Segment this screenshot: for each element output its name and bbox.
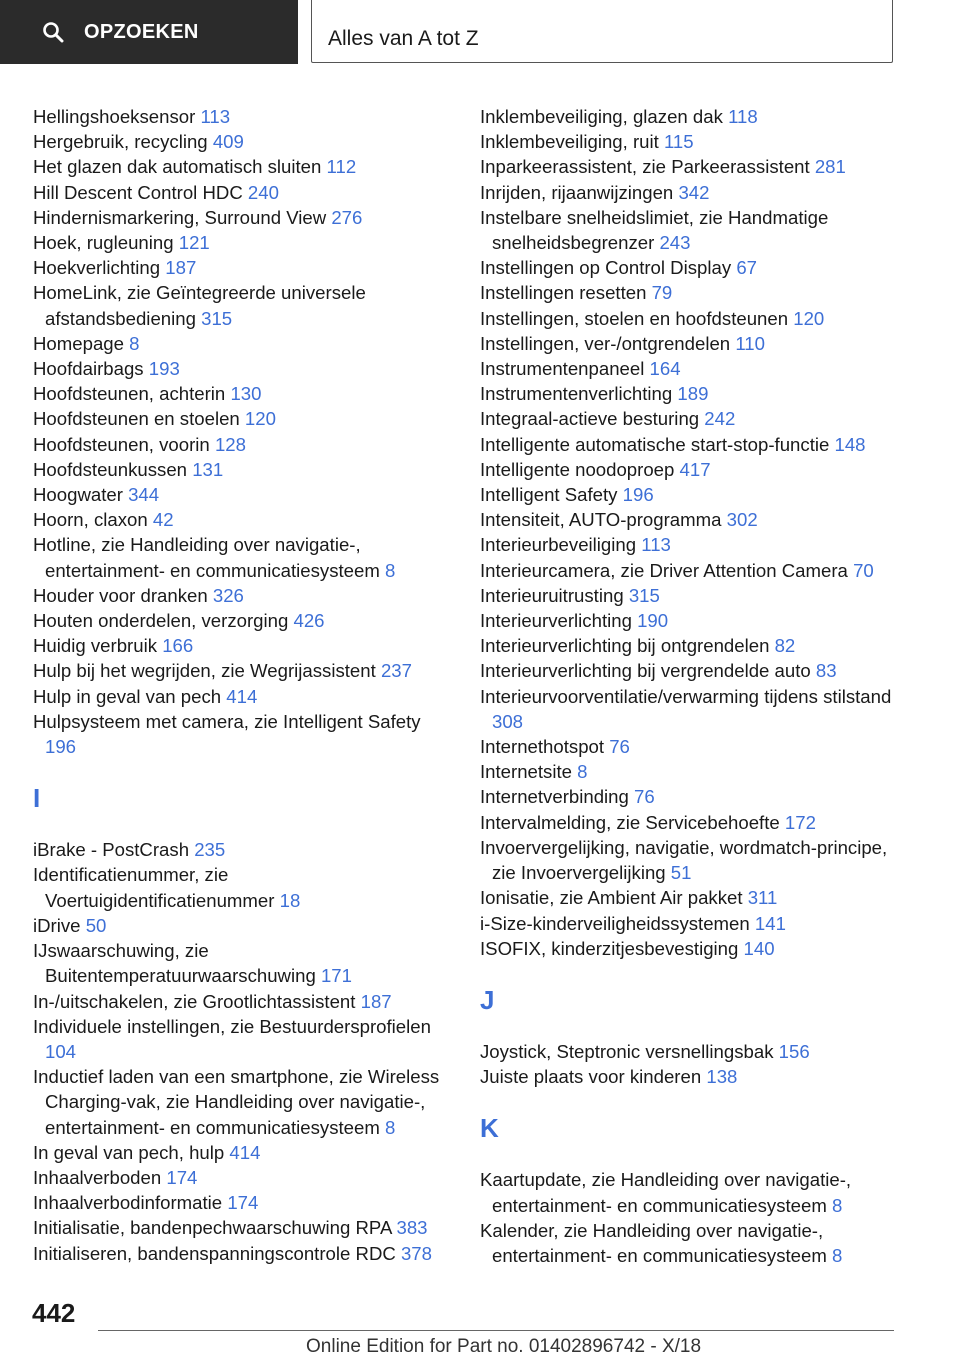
page-header <box>0 0 960 66</box>
footer-edition: Online Edition for Part no. 01402896742 - X/18 <box>306 1336 702 1357</box>
index-entry <box>480 154 900 179</box>
index-entry <box>480 532 900 557</box>
index-entry <box>33 532 453 582</box>
index-entry-text: Hoekverlichting <box>33 257 166 279</box>
index-entry-text: Inklembeveiliging, ruit <box>480 131 664 153</box>
index-column-left <box>33 104 453 1266</box>
index-entry <box>480 432 900 457</box>
index-entry-text: Het glazen dak automatisch sluiten <box>33 156 327 178</box>
index-entry <box>33 180 453 205</box>
index-entry-text: Juiste plaats voor kinderen <box>480 1066 707 1088</box>
index-entry <box>33 913 453 938</box>
page-link[interactable]: 8 <box>385 1116 396 1138</box>
index-entry <box>33 583 453 608</box>
page-link[interactable]: 118 <box>728 106 758 127</box>
page-link[interactable]: 187 <box>165 257 197 279</box>
index-entry <box>33 205 453 230</box>
page-link[interactable]: 174 <box>166 1166 198 1188</box>
page-link[interactable]: 243 <box>659 232 691 254</box>
index-entry <box>480 1218 900 1268</box>
index-entry-text: Hill Descent Control HDC <box>33 181 248 203</box>
page-link[interactable]: 189 <box>677 383 709 405</box>
page-link[interactable]: 113 <box>641 534 671 556</box>
index-entry-text: Instelbare snelheidslimiet, zie Handmatige snelheidsbegrenzer <box>480 206 829 254</box>
index-entry <box>33 608 453 633</box>
index-entry <box>33 356 453 381</box>
page-link[interactable]: 131 <box>192 458 224 480</box>
index-entry-text: Hoofdsteunen, voorin <box>33 433 215 455</box>
index-entry <box>480 255 900 280</box>
index-entry <box>480 129 900 154</box>
index-entry-text: In geval van pech, hulp <box>33 1141 230 1163</box>
page-link[interactable]: 50 <box>85 914 107 936</box>
index-entry <box>33 507 453 532</box>
index-entry <box>480 331 900 356</box>
index-entry-text: Interieurvoorventilatie/verwarming tijdens stilstand <box>480 685 892 707</box>
index-entry-text: Houten onderdelen, verzorging <box>33 610 294 632</box>
index-entry-text: Interieurverlichting <box>480 610 638 632</box>
index-entry-text: Intelligente automatische start-stop-functie <box>480 433 835 455</box>
page-link[interactable]: 8 <box>832 1244 843 1266</box>
page-link[interactable]: 70 <box>853 559 874 581</box>
index-entry-text: Interieuruitrusting <box>480 584 629 606</box>
index-entry-text: Internetverbinding <box>480 786 635 808</box>
index-entry-text: Hoofdairbags <box>33 358 149 380</box>
page-link[interactable]: 326 <box>212 584 244 606</box>
page-link[interactable]: 110 <box>735 332 765 354</box>
page-link[interactable]: 190 <box>637 610 669 632</box>
index-entry <box>33 154 453 179</box>
page-link[interactable]: 76 <box>609 736 630 758</box>
page-link[interactable]: 409 <box>212 131 244 153</box>
index-entry-text: In-/uitschakelen, zie Grootlichtassistent <box>33 990 361 1012</box>
index-entry <box>33 1014 453 1064</box>
index-entry <box>480 1039 900 1064</box>
index-entry <box>480 1167 900 1217</box>
page-link[interactable]: 8 <box>385 559 396 581</box>
index-letter-heading: J <box>480 984 495 1015</box>
index-entry <box>33 129 453 154</box>
index-entry <box>480 684 900 734</box>
page-link[interactable]: 82 <box>774 635 796 657</box>
index-entry <box>33 230 453 255</box>
page-number: 442 <box>32 1298 76 1328</box>
page-link[interactable]: 138 <box>706 1066 738 1088</box>
index-entry-text: Intensiteit, AUTO-programma <box>480 509 727 531</box>
index-entry <box>480 734 900 759</box>
index-entry-text: Identificatienummer, zie Voertuigidentificatienummer <box>33 864 280 911</box>
search-label: OPZOEKEN <box>84 20 199 43</box>
page-link[interactable]: 171 <box>320 965 352 987</box>
page-link[interactable]: 18 <box>279 889 301 911</box>
index-entry <box>480 759 900 784</box>
index-entry-text: Internetsite <box>480 761 578 783</box>
index-entry-text: Hoofdsteunen en stoelen <box>33 408 245 430</box>
page-link[interactable]: 235 <box>194 839 226 861</box>
index-entry <box>480 784 900 809</box>
index-entry <box>480 608 900 633</box>
index-entry <box>480 507 900 532</box>
index-entry-text: Interieurcamera, zie Driver Attention Camera <box>480 559 854 581</box>
page-link[interactable]: 148 <box>834 433 866 455</box>
index-entry-text: Inhaalverbodinformatie <box>33 1192 228 1214</box>
page-link[interactable]: 8 <box>832 1194 843 1216</box>
page-link[interactable]: 115 <box>663 131 694 153</box>
index-entry <box>480 180 900 205</box>
index-entry-text: Kaartupdate, zie Handleiding over navigatie-, entertainment- en communicatiesysteem <box>480 1169 852 1216</box>
index-entry <box>33 255 453 280</box>
index-entry-text: Integraal-actieve besturing <box>480 408 705 430</box>
page-link[interactable]: 237 <box>380 660 412 682</box>
index-entry-text: Inrijden, rijaanwijzingen <box>480 181 679 203</box>
index-entry-text: ISOFIX, kinderzitjesbevestiging <box>480 937 744 959</box>
index-letter-heading: I <box>33 783 41 814</box>
index-entry-text: IJswaarschuwing, zie Buitentemperatuurwaarschuwing <box>33 940 321 987</box>
page-link[interactable]: 166 <box>162 635 194 657</box>
page-link[interactable]: 281 <box>814 156 846 178</box>
index-entry <box>33 331 453 356</box>
page-link[interactable]: 79 <box>651 282 673 304</box>
index-entry <box>33 938 453 988</box>
index-entry-text: Initialiseren, bandenspanningscontrole RDC <box>33 1242 401 1264</box>
index-entry-text: Kalender, zie Handleiding over navigatie-, entertainment- en communicatiesysteem <box>480 1219 832 1266</box>
page-link[interactable]: 112 <box>326 156 357 178</box>
page-link[interactable]: 120 <box>244 408 276 430</box>
index-entry-text: Hulp bij het wegrijden, zie Wegrijassistent <box>33 660 381 682</box>
index-entry-text: Ionisatie, zie Ambient Air pakket <box>480 887 748 909</box>
index-entry <box>480 633 900 658</box>
index-entry-text: Hulp in geval van pech <box>33 685 227 707</box>
page-link[interactable]: 414 <box>229 1141 261 1163</box>
index-entry <box>480 381 900 406</box>
index-entry <box>480 104 900 129</box>
page-link[interactable]: 344 <box>128 484 160 506</box>
index-entry <box>33 1215 453 1240</box>
index-entry <box>33 658 453 683</box>
page-link[interactable]: 311 <box>747 887 778 909</box>
page-link[interactable]: 83 <box>815 660 837 682</box>
index-entry <box>480 558 900 583</box>
page-link[interactable]: 121 <box>178 232 210 254</box>
index-letter-heading: K <box>480 1113 499 1144</box>
index-entry <box>480 911 900 936</box>
index-entry-text: HomeLink, zie Geïntegreerde universele afstandsbediening <box>33 282 366 329</box>
index-entry <box>480 583 900 608</box>
index-entry-text: Instrumentenverlichting <box>480 383 678 405</box>
page-link[interactable]: 141 <box>754 912 786 934</box>
index-column-right <box>480 104 900 1268</box>
index-entry-text: iDrive <box>33 914 86 936</box>
page-link[interactable]: 76 <box>634 786 655 808</box>
index-entry-text: Inparkeerassistent, zie Parkeerassistent <box>480 156 815 178</box>
index-entry <box>33 1064 453 1140</box>
page-link[interactable]: 8 <box>577 761 588 783</box>
search-icon <box>42 21 64 43</box>
index-entry-text: i-Size-kinderveiligheidssystemen <box>480 912 755 934</box>
index-entry-text: Hoorn, claxon <box>33 509 153 531</box>
index-entry-text: Hulpsysteem met camera, zie Intelligent Safety <box>33 710 421 732</box>
index-entry <box>480 1064 900 1089</box>
page-link[interactable]: 164 <box>649 358 681 380</box>
page-link[interactable]: 414 <box>226 685 258 707</box>
page-link[interactable]: 276 <box>331 206 363 228</box>
index-entry-text: Hellingshoeksensor <box>33 106 201 127</box>
index-entry <box>33 862 453 912</box>
index-entry <box>33 1241 453 1266</box>
page-link[interactable]: 172 <box>784 811 816 833</box>
index-entry <box>33 633 453 658</box>
footer-divider <box>98 1330 894 1331</box>
index-entry <box>480 936 900 961</box>
index-entry-text: Inhaalverboden <box>33 1166 167 1188</box>
page-link[interactable]: 383 <box>396 1217 428 1239</box>
page-link[interactable]: 113 <box>200 106 231 127</box>
index-entry <box>33 989 453 1014</box>
page-link[interactable]: 8 <box>129 332 140 354</box>
index-entry <box>33 482 453 507</box>
page-link[interactable]: 67 <box>736 257 758 279</box>
index-entry <box>33 406 453 431</box>
index-entry <box>480 835 900 885</box>
index-entry <box>33 381 453 406</box>
page-link[interactable]: 240 <box>247 181 279 203</box>
section-title: Alles van A tot Z <box>328 27 479 50</box>
index-entry-text: Huidig verbruik <box>33 635 163 657</box>
page-link[interactable]: 174 <box>227 1192 259 1214</box>
page-link[interactable]: 187 <box>360 990 392 1012</box>
index-entry-text: iBrake - PostCrash <box>33 839 195 861</box>
page-link[interactable]: 130 <box>230 383 262 405</box>
index-entry-text: Inklembeveiliging, glazen dak <box>480 106 729 127</box>
index-entry-text: Intervalmelding, zie Servicebehoefte <box>480 811 785 833</box>
index-entry <box>480 885 900 910</box>
index-entry-text: Internethotspot <box>480 736 610 758</box>
index-entry <box>33 684 453 709</box>
page-link[interactable]: 104 <box>45 1040 77 1062</box>
index-entry-text: Inductief laden van een smartphone, zie Wireless Charging-vak, zie Handleiding over navigatie-, entertainment- en communicatiesysteem <box>33 1066 440 1138</box>
page-link[interactable]: 378 <box>400 1242 432 1264</box>
page-link[interactable]: 342 <box>678 181 710 203</box>
index-entry-text: Initialisatie, bandenpechwaarschuwing RPA <box>33 1217 397 1239</box>
index-entry-text: Instellingen op Control Display <box>480 257 737 279</box>
index-entry-text: Invoervergelijking, navigatie, wordmatch-principe, zie Invoervergelijking <box>480 836 888 884</box>
page-link[interactable]: 196 <box>622 484 654 506</box>
index-entry <box>480 406 900 431</box>
page-link[interactable]: 128 <box>214 433 246 455</box>
index-entry <box>480 658 900 683</box>
index-entry <box>33 432 453 457</box>
index-entry-text: Homepage <box>33 332 130 354</box>
index-entry-text: Joystick, Steptronic versnellingsbak <box>480 1040 779 1062</box>
index-entry-text: Instellingen, ver-/ontgrendelen <box>480 332 736 354</box>
page-link[interactable]: 156 <box>778 1040 810 1062</box>
index-entry-text: Interieurverlichting bij ontgrendelen <box>480 635 775 657</box>
index-entry <box>33 1140 453 1165</box>
index-entry-text: Hoofdsteunkussen <box>33 458 193 480</box>
index-entry-text: Individuele instellingen, zie Bestuurdersprofielen <box>33 1015 431 1037</box>
index-entry <box>33 280 453 330</box>
index-entry-text: Instellingen, stoelen en hoofdsteunen <box>480 307 794 329</box>
index-entry <box>33 1165 453 1190</box>
index-entry <box>33 457 453 482</box>
index-entry-text: Hoogwater <box>33 484 129 506</box>
index-entry-text: Hoek, rugleuning <box>33 232 179 254</box>
index-entry-text: Hindernismarkering, Surround View <box>33 206 332 228</box>
index-entry <box>480 457 900 482</box>
index-entry <box>480 482 900 507</box>
section-title-tab <box>311 0 893 63</box>
search-tab[interactable] <box>0 0 298 64</box>
page-link[interactable]: 193 <box>148 358 180 380</box>
index-entry <box>480 810 900 835</box>
page-link[interactable]: 308 <box>492 710 524 732</box>
page-link[interactable]: 302 <box>726 509 758 531</box>
index-entry-text: Interieurverlichting bij vergrendelde auto <box>480 660 816 682</box>
page-link[interactable]: 120 <box>793 307 825 329</box>
index-entry <box>480 280 900 305</box>
index-entry-text: Intelligent Safety <box>480 484 623 506</box>
index-entry <box>480 306 900 331</box>
page-link[interactable]: 315 <box>201 307 233 329</box>
index-entry <box>33 837 453 862</box>
index-entry-text: Hotline, zie Handleiding over navigatie-, entertainment- en communicatiesysteem <box>33 534 385 581</box>
page-link[interactable]: 242 <box>704 408 736 430</box>
index-entry-text: Instellingen resetten <box>480 282 652 304</box>
index-entry-text: Interieurbeveiliging <box>480 534 642 556</box>
page-link[interactable]: 42 <box>152 509 174 531</box>
index-entry <box>480 356 900 381</box>
page-link[interactable]: 426 <box>293 610 325 632</box>
index-entry <box>33 1190 453 1215</box>
index-entry <box>33 104 453 129</box>
page-link[interactable]: 140 <box>743 937 775 959</box>
index-entry-text: Houder voor dranken <box>33 584 213 606</box>
page-link[interactable]: 196 <box>45 736 77 758</box>
index-entry-text: Hergebruik, recycling <box>33 131 213 153</box>
index-entry-text: Instrumentenpaneel <box>480 358 650 380</box>
index-entry <box>480 205 900 255</box>
page-link[interactable]: 315 <box>628 584 660 606</box>
index-entry-text: Intelligente noodoproep <box>480 458 680 480</box>
index-entry <box>33 709 453 759</box>
page-link[interactable]: 417 <box>679 458 711 480</box>
page-link[interactable]: 51 <box>670 862 692 884</box>
index-entry-text: Hoofdsteunen, achterin <box>33 383 231 405</box>
